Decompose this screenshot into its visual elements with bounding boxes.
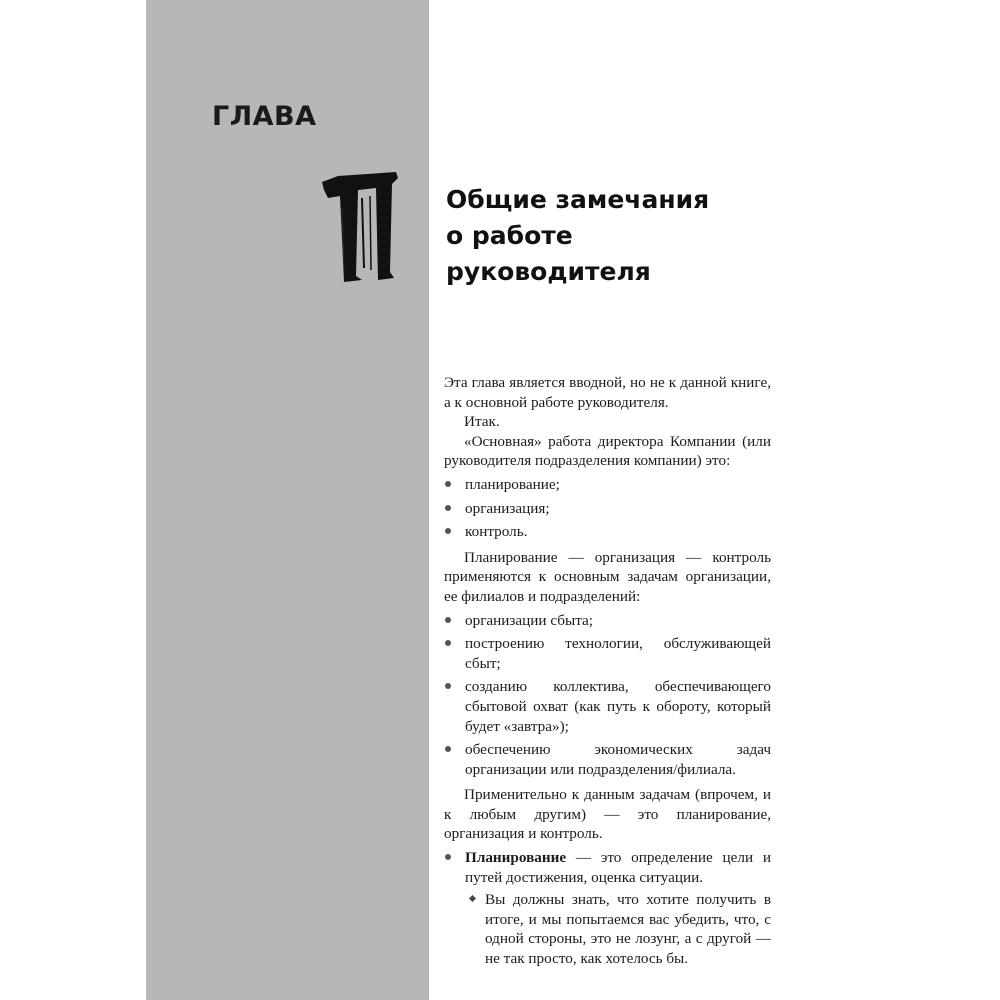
chapter-sidebar: [146, 0, 429, 1000]
list-item: созданию коллектива, обеспечивающего сбытовой охват (как путь к обороту, который будет «завтра»);: [444, 677, 771, 736]
planning-definition: — это определение цели и путей достижения, оценка ситуации.: [465, 849, 771, 886]
list-item: организация;: [444, 499, 771, 519]
bullet-icon: [445, 617, 451, 623]
paragraph-relative: Применительно к данным задачам (впрочем, и к любым другим) — это планирование, организация и контроль.: [444, 786, 771, 843]
diamond-bullet-icon: [469, 895, 476, 902]
list-item: [444, 848, 771, 969]
bullet-icon: [445, 854, 451, 860]
body-text: [444, 373, 771, 975]
chapter-label: ГЛАВА: [212, 101, 317, 132]
paragraph-apply: Планирование — организация — контроль применяются к основным задачам организации, ее филиалов и подразделений:: [444, 548, 771, 605]
list-item: обеспечению экономических задач организации или подразделения/филиала.: [444, 740, 771, 779]
paragraph-intro: Эта глава является вводной, но не к данной книге, а к основной работе руководителя.: [444, 374, 771, 411]
bullet-icon: [445, 640, 451, 646]
bullet-icon: [445, 683, 451, 689]
chapter-number: [318, 168, 404, 284]
bullet-icon: [445, 481, 451, 487]
chapter-title: [446, 182, 806, 290]
sublist-item: Вы должны знать, что хотите получить в итоге, и мы попытаемся вас убедить, что, с одной стороны, это не лозунг, а с другой — не так просто, как хотелось бы.: [465, 890, 771, 968]
bullet-icon: [445, 528, 451, 534]
list-item: планирование;: [444, 475, 771, 495]
bullet-icon: [445, 746, 451, 752]
title-line: руководителя: [446, 257, 651, 286]
paragraph-itak: Итак.: [464, 413, 500, 431]
planning-term: Планирование: [465, 849, 567, 867]
functions-list: [444, 475, 771, 542]
planning-sublist: [465, 890, 771, 968]
title-line: о работе: [446, 221, 573, 250]
planning-list: [444, 848, 771, 969]
list-item: построению технологии, обслуживающей сбыт;: [444, 634, 771, 673]
tasks-list: [444, 611, 771, 780]
bullet-icon: [445, 505, 451, 511]
list-item: организации сбыта;: [444, 611, 771, 631]
list-item: контроль.: [444, 522, 771, 542]
title-line: Общие замечания: [446, 185, 710, 214]
paragraph-main-work: «Основная» работа директора Компании (или руководителя подразделения компании) это:: [444, 432, 771, 470]
